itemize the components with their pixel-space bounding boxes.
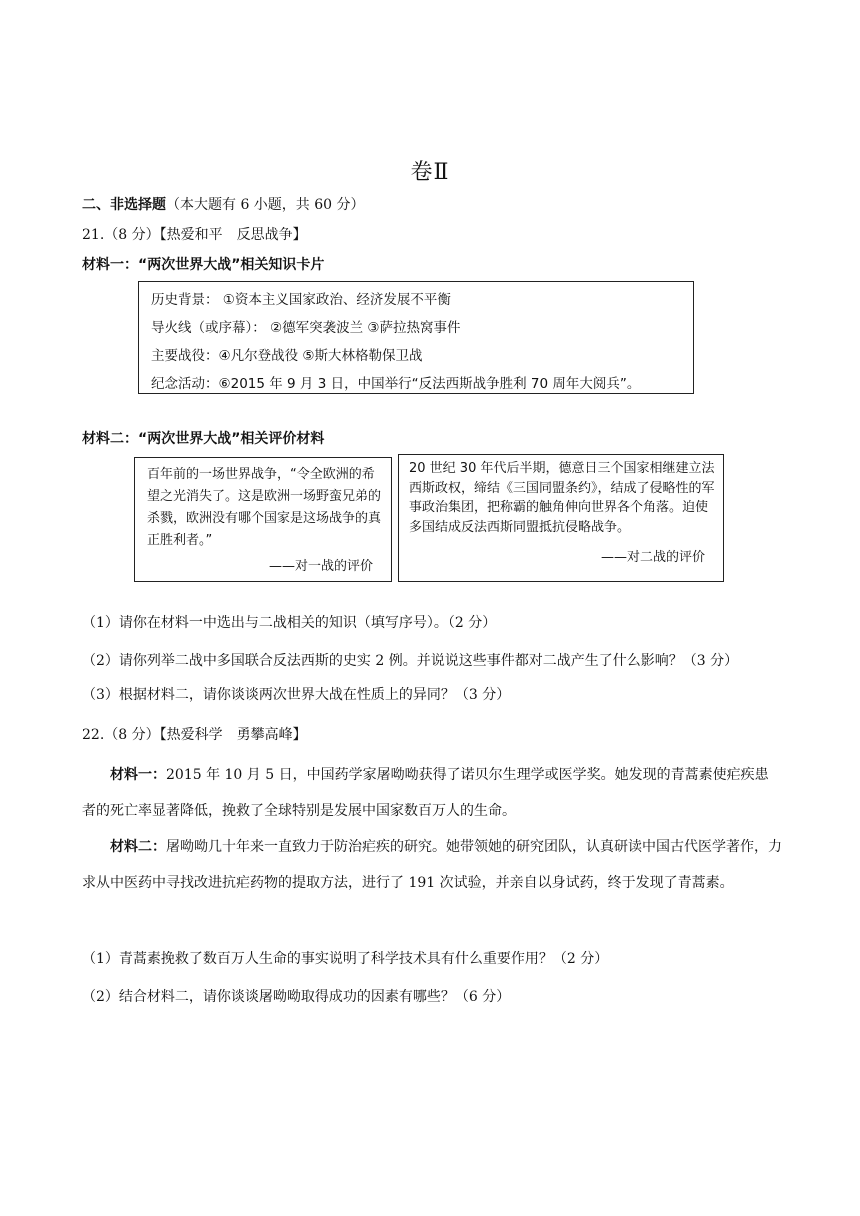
eval-ww1-source: ——对一战的评价 (268, 559, 373, 574)
q21-sub2: （2）请你列举二战中多国联合反法西斯的史实 2 例。并说说这些事件都对二战产生了什么影响？（3 分） (82, 653, 739, 669)
q22-material1 (82, 757, 782, 829)
q21-header: 21.（8 分）【热爱和平 反思战争】 (82, 227, 307, 243)
q21-material1-title: 材料一：“两次世界大战”相关知识卡片 (82, 257, 325, 273)
eval-ww2-text: 20 世纪 30 年代后半期，德意日三个国家相继建立法西斯政权，缔结《三国同盟条约》，结成了侵略性的军事政治集团，把称霸的触角伸向世界各个角落。迫使多国结成反法西斯同盟抵抗侵略战争。 (409, 461, 715, 535)
q22-header: 22.（8 分）【热爱科学 勇攀高峰】 (82, 727, 307, 743)
eval-ww2-source: ——对二战的评价 (600, 550, 705, 565)
eval-box-ww1 (134, 457, 392, 582)
card-line-commemoration: 纪念活动：⑥2015 年 9 月 3 日，中国举行“反法西斯战争胜利 70 周年大阅兵”。 (151, 376, 641, 392)
card-line-trigger: 导火线（或序幕）： ②德军突袭波兰 ③萨拉热窝事件 (151, 320, 461, 336)
card-line-background: 历史背景： ①资本主义国家政治、经济发展不平衡 (151, 292, 451, 308)
eval-box-ww2 (398, 454, 724, 582)
q21-sub1: （1）请你在材料一中选出与二战相关的知识（填写序号）。（2 分） (82, 615, 497, 631)
eval-ww1-text: 百年前的一场世界战争，“令全欧洲的希望之光消失了。这是欧洲一场野蛮兄弟的杀戮，欧洲没有哪个国家是这场战争的真正胜利者。” (147, 467, 382, 548)
section-heading (82, 194, 365, 214)
q22-material2 (82, 829, 782, 901)
q22-material2-label: 材料二： (110, 839, 166, 855)
q22-material1-text: 2015 年 10 月 5 日，中国药学家屠呦呦获得了诺贝尔生理学或医学奖。她发现的青蒿素使疟疾患者的死亡率显著降低，挽救了全球特别是发展中国家数百万人的生命。 (82, 767, 769, 819)
section-heading-note: （本大题有 6 小题，共 60 分） (166, 197, 365, 213)
card-line-battles: 主要战役：④凡尔登战役 ⑤斯大林格勒保卫战 (151, 348, 423, 364)
q22-material1-label: 材料一： (110, 767, 166, 783)
page-title: 卷Ⅱ (410, 160, 450, 185)
q21-material2-title: 材料二：“两次世界大战”相关评价材料 (82, 431, 325, 447)
q22-sub1: （1）青蒿素挽救了数百万人生命的事实说明了科学技术具有什么重要作用？（2 分） (82, 951, 609, 967)
q22-material2-text: 屠呦呦几十年来一直致力于防治疟疾的研究。她带领她的研究团队，认真研读中国古代医学著作，力求从中医药中寻找改进抗疟药物的提取方法，进行了 191 次试验，并亲自以身试药，终于发现了青蒿素。 (82, 839, 782, 891)
q21-sub3: （3）根据材料二，请你谈谈两次世界大战在性质上的异同？（3 分） (82, 687, 511, 703)
section-heading-label: 二、非选择题 (82, 197, 166, 213)
q22-sub2: （2）结合材料二，请你谈谈屠呦呦取得成功的因素有哪些？（6 分） (82, 989, 511, 1005)
knowledge-card (138, 281, 694, 394)
